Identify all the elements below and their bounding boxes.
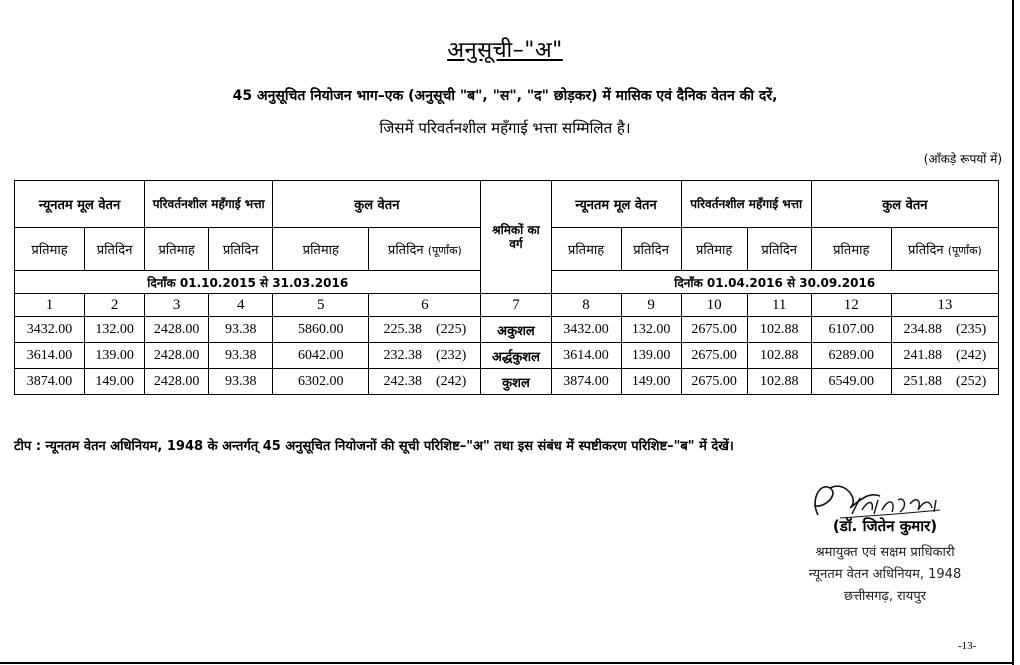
- period-2-label: दिनाँक 01.04.2016 से 30.09.2016: [551, 271, 999, 294]
- page-title: अनुसूची–"अ": [447, 38, 563, 63]
- cell-value: 3432.00: [551, 317, 621, 343]
- total-wage-header-2: कुल वेतन: [811, 181, 998, 228]
- cell-value: 102.88: [747, 317, 811, 343]
- period-1-label: दिनाँक 01.10.2015 से 31.03.2016: [15, 271, 481, 294]
- daily-total-cell: [891, 317, 998, 343]
- cell-value: 93.38: [209, 369, 273, 395]
- cell-value: 3614.00: [551, 343, 621, 369]
- monthly-header: प्रतिमाह: [145, 228, 209, 271]
- page-number: -13-: [958, 640, 977, 652]
- cell-value: 2428.00: [145, 369, 209, 395]
- cell-value: 139.00: [85, 343, 145, 369]
- min-basic-header-2: न्यूनतम मूल वेतन: [551, 181, 681, 228]
- column-number: 8: [551, 294, 621, 317]
- daily-value: 242.38: [383, 373, 422, 389]
- cell-value: 149.00: [85, 369, 145, 395]
- unit-note: (आँकड़े रूपयों में): [923, 152, 1002, 166]
- cell-value: 93.38: [209, 343, 273, 369]
- vda-header: परिवर्तनशील महँगाई भत्ता: [145, 181, 273, 228]
- rounded-value: (242): [435, 373, 467, 389]
- signatory-location: छत्तीसगढ़, रायपुर: [843, 589, 927, 604]
- daily-total-cell: [369, 343, 481, 369]
- signatory-name: (डॉ. जितेन कुमार): [832, 517, 938, 535]
- total-wage-header: कुल वेतन: [273, 181, 481, 228]
- cell-value: 2428.00: [145, 317, 209, 343]
- footnote: टीप : न्यूनतम वेतन अधिनियम, 1948 के अन्तर्गत् 45 अनुसूचित नियोजनों की सूची परिशिष्ट–"अ" तथा इस संबंध में स्पष्टीकरण परिशिष्ट–"ब" में देखें।: [14, 439, 734, 454]
- daily-label: प्रतिदिन: [907, 243, 944, 258]
- cell-value: 6549.00: [811, 369, 891, 395]
- column-number: 1: [15, 294, 85, 317]
- rounded-value: (232): [435, 347, 467, 363]
- cell-value: 102.88: [747, 343, 811, 369]
- daily-value: 241.88: [903, 347, 942, 363]
- signatory-designation: श्रमायुक्त एवं सक्षम प्राधिकारी: [815, 545, 955, 560]
- rounded-label: (पूर्णांक): [947, 244, 982, 257]
- rounded-label: (पूर्णांक): [427, 244, 462, 257]
- worker-category: अकुशल: [481, 317, 551, 343]
- column-number: 11: [747, 294, 811, 317]
- cell-value: 6289.00: [811, 343, 891, 369]
- daily-label: प्रतिदिन: [387, 243, 424, 258]
- cell-value: 5860.00: [273, 317, 369, 343]
- cell-value: 6107.00: [811, 317, 891, 343]
- cell-value: 132.00: [621, 317, 681, 343]
- group-header-row: [15, 181, 999, 228]
- column-number: 12: [811, 294, 891, 317]
- daily-total-cell: [369, 369, 481, 395]
- min-basic-header: न्यूनतम मूल वेतन: [15, 181, 145, 228]
- worker-category: अर्द्धकुशल: [481, 343, 551, 369]
- cell-value: 132.00: [85, 317, 145, 343]
- column-number: 3: [145, 294, 209, 317]
- daily-header: प्रतिदिन: [85, 228, 145, 271]
- cell-value: 2675.00: [681, 369, 747, 395]
- vda-header-2: परिवर्तनशील महँगाई भत्ता: [681, 181, 811, 228]
- signatory-act: न्यूनतम वेतन अधिनियम, 1948: [808, 567, 962, 582]
- rounded-value: (235): [955, 321, 987, 337]
- rounded-value: (242): [955, 347, 987, 363]
- daily-header: प्रतिदिन: [747, 228, 811, 271]
- cell-value: 6302.00: [273, 369, 369, 395]
- cell-value: 102.88: [747, 369, 811, 395]
- cell-value: 149.00: [621, 369, 681, 395]
- table-row: [15, 317, 999, 343]
- cell-value: 6042.00: [273, 343, 369, 369]
- page-border-right: [1012, 0, 1014, 665]
- column-number: 2: [85, 294, 145, 317]
- subtitle-line-2: जिसमें परिवर्तनशील महँगाई भत्ता सम्मिलित है।: [379, 119, 631, 137]
- monthly-header: प्रतिमाह: [15, 228, 85, 271]
- daily-value: 234.88: [903, 321, 942, 337]
- column-number: 13: [891, 294, 998, 317]
- cell-value: 93.38: [209, 317, 273, 343]
- column-number: 9: [621, 294, 681, 317]
- cell-value: 3874.00: [15, 369, 85, 395]
- daily-rounded-header: [369, 228, 481, 271]
- rounded-value: (225): [435, 321, 467, 337]
- worker-category: कुशल: [481, 369, 551, 395]
- cell-value: 139.00: [621, 343, 681, 369]
- table-row: [15, 369, 999, 395]
- daily-value: 225.38: [383, 321, 422, 337]
- cell-value: 2675.00: [681, 343, 747, 369]
- cell-value: 3614.00: [15, 343, 85, 369]
- column-number: 6: [369, 294, 481, 317]
- cell-value: 2428.00: [145, 343, 209, 369]
- daily-header: प्रतिदिन: [209, 228, 273, 271]
- wage-rates-table: [14, 180, 999, 395]
- daily-header: प्रतिदिन: [621, 228, 681, 271]
- column-number: 4: [209, 294, 273, 317]
- column-number: 5: [273, 294, 369, 317]
- daily-total-cell: [891, 369, 998, 395]
- monthly-header: प्रतिमाह: [811, 228, 891, 271]
- daily-total-cell: [891, 343, 998, 369]
- cell-value: 3874.00: [551, 369, 621, 395]
- monthly-header: प्रतिमाह: [551, 228, 621, 271]
- daily-rounded-header: [891, 228, 998, 271]
- cell-value: 3432.00: [15, 317, 85, 343]
- daily-total-cell: [369, 317, 481, 343]
- table-row: [15, 343, 999, 369]
- monthly-header: प्रतिमाह: [273, 228, 369, 271]
- cell-value: 2675.00: [681, 317, 747, 343]
- rounded-value: (252): [955, 373, 987, 389]
- worker-class-header: श्रमिकों का वर्ग: [481, 181, 551, 294]
- column-number: 7: [481, 294, 551, 317]
- column-number-row: [15, 294, 999, 317]
- daily-value: 251.88: [903, 373, 942, 389]
- page-border-bottom: [0, 662, 1014, 664]
- column-number: 10: [681, 294, 747, 317]
- daily-value: 232.38: [383, 347, 422, 363]
- subtitle-line-1: 45 अनुसूचित नियोजन भाग–एक (अनुसूची "ब", "स", "द" छोड़कर) में मासिक एवं दैनिक वेतन की दरें,: [232, 88, 778, 104]
- monthly-header: प्रतिमाह: [681, 228, 747, 271]
